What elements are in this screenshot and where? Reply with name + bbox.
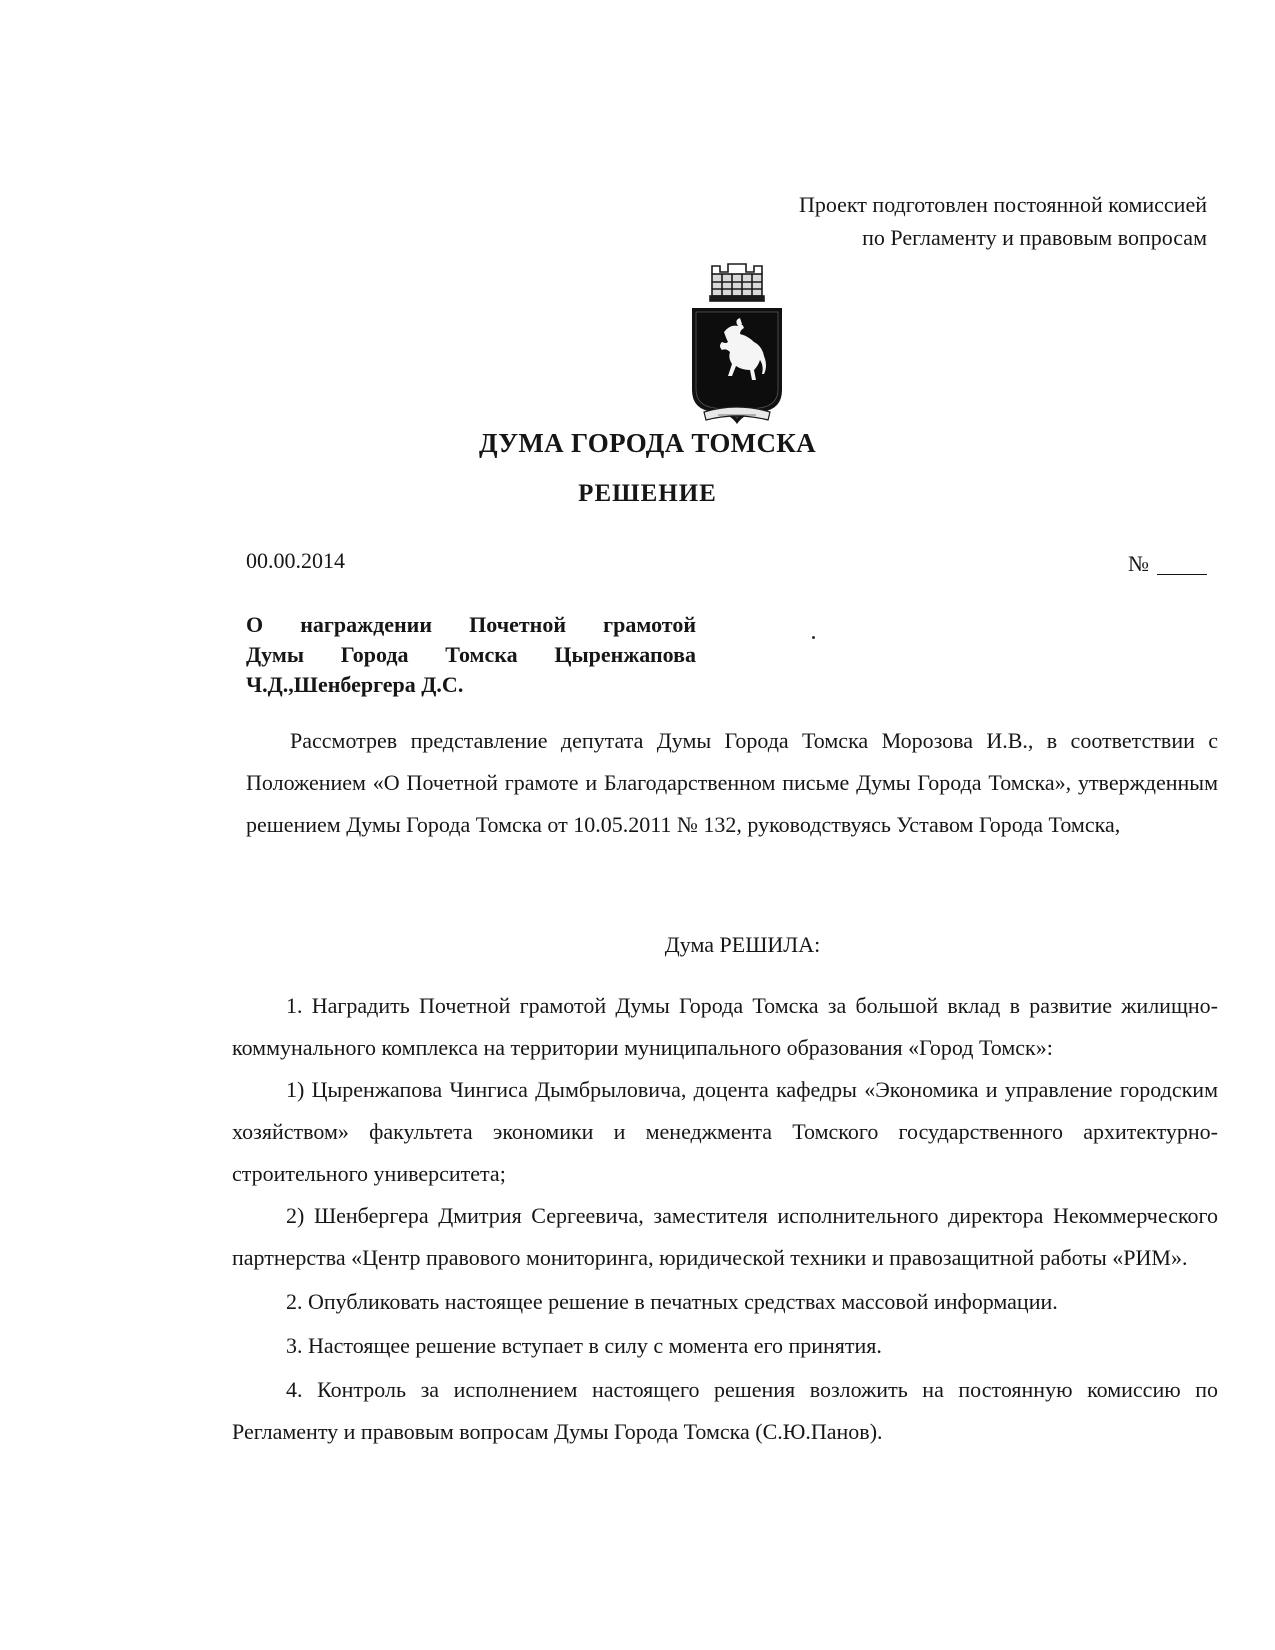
document-date: 00.00.2014 [246, 548, 345, 573]
item-2: 2. Опубликовать настоящее решение в печатных средствах массовой информации. [286, 1289, 1058, 1314]
prepared-by-line-2: по Регламенту и правовым вопросам [862, 225, 1207, 250]
scan-speck [812, 636, 815, 639]
resolved-heading: Дума РЕШИЛА: [664, 932, 821, 957]
prepared-by-line-1: Проект подготовлен постоянной комиссией [798, 192, 1207, 217]
item-1: 1. Наградить Почетной грамотой Думы Города Томска за большой вклад в развитие жилищно-коммунального комплекса на территории муниципального образования «Город Томск»: [232, 993, 1218, 1060]
preamble-paragraph: Рассмотрев представление депутата Думы Города Томска Морозова И.В., в соответствии с Положением «О Почетной грамоте и Благодарственном письме Думы Города Томска», утвержденным решением Думы Города Томска от 10.05.2011 № 132, руководствуясь Уставом Города Томска, [246, 728, 1218, 837]
item-1-1: 1) Цыренжапова Чингиса Дымбрыловича, доцента кафедры «Экономика и управление городским хозяйством» факультета экономики и менеджмента Томского государственного архитектурно-строительного университета; [232, 1077, 1218, 1186]
prepared-by-note [799, 188, 1207, 254]
number-blank-line [1157, 574, 1207, 575]
subject-line-2: Думы Города Томска Цыренжапова [246, 642, 696, 667]
document-type: РЕШЕНИЕ [578, 480, 717, 507]
subject-line-3: Ч.Д.,Шенбергера Д.С. [246, 672, 464, 697]
tomsk-coat-of-arms-icon [682, 262, 792, 434]
item-1-2: 2) Шенбергера Дмитрия Сергеевича, заместителя исполнительного директора Некоммерческого партнерства «Центр правового мониторинга, юридической техники и правозащитной работы «РИМ». [232, 1203, 1218, 1270]
organization-title: ДУМА ГОРОДА ТОМСКА [479, 428, 816, 458]
resolution-body [232, 985, 1218, 1453]
item-4: 4. Контроль за исполнением настоящего решения возложить на постоянную комиссию по Регламенту и правовым вопросам Думы Города Томска (С.Ю.Панов). [232, 1377, 1218, 1444]
document-number [1128, 551, 1207, 577]
item-3: 3. Настоящее решение вступает в силу с момента его принятия. [286, 1333, 882, 1358]
subject-line-1: О награждении Почетной грамотой [246, 612, 696, 637]
number-label: № [1128, 551, 1149, 576]
